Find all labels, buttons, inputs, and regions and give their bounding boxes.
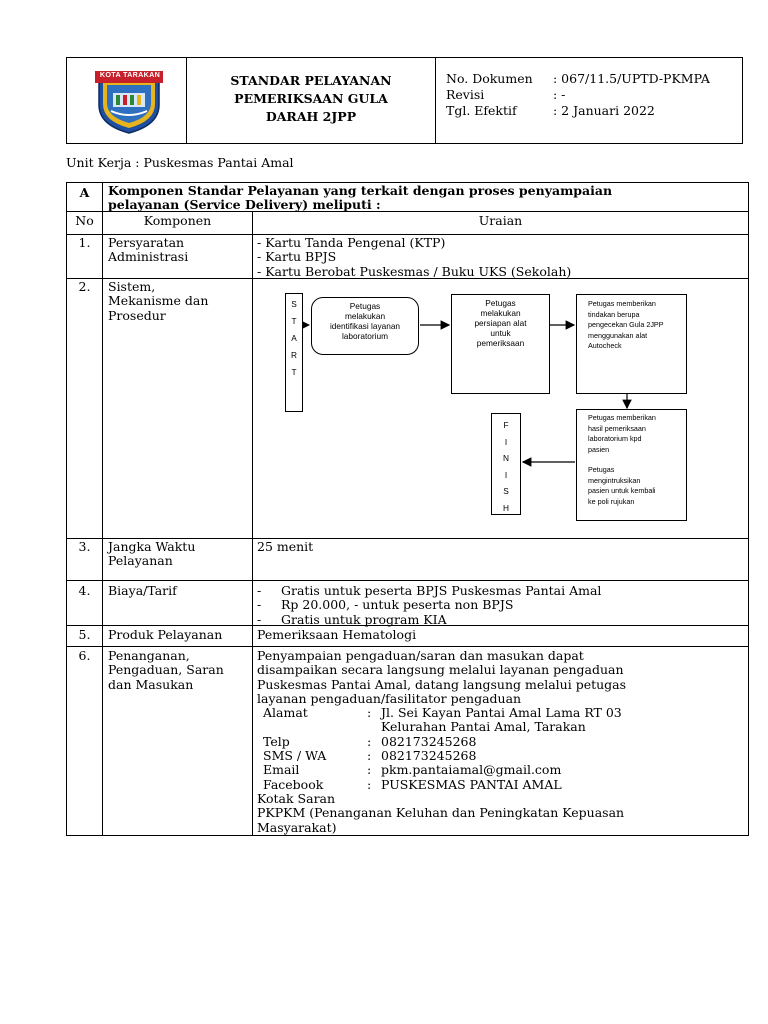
column-divider: [102, 183, 103, 835]
contact-row: [257, 706, 626, 720]
list-item: - Kartu BPJS: [257, 249, 337, 265]
effective-date-label: Tgl. Efektif: [446, 103, 517, 118]
paragraph-line: Masyarakat): [257, 819, 337, 835]
row-number: 1.: [78, 235, 91, 250]
step-line: untuk: [490, 328, 511, 338]
komponen-pengaduan: [108, 649, 224, 692]
step-line: pasien: [588, 444, 610, 454]
komponen-line: Penanganan,: [108, 648, 190, 663]
step-line: identifikasi layanan: [329, 321, 401, 331]
paragraph-line: PKPKM (Penanganan Keluhan dan Peningkatan Kepuasan: [257, 805, 625, 821]
komponen-line: Pengaduan, Saran: [108, 662, 224, 678]
komponen-line: dan Masukan: [108, 676, 194, 692]
contact-label: Facebook: [263, 776, 324, 792]
finish-letter: I: [504, 436, 508, 447]
contact-label: Alamat: [263, 705, 308, 721]
komponen-produk: Produk Pelayanan: [108, 627, 223, 642]
step-line: tindakan berupa: [588, 309, 640, 319]
revision-label: Revisi: [446, 87, 485, 102]
uraian-persyaratan: [257, 236, 571, 279]
doc-number-value: : 067/11.5/UPTD-PKMPA: [553, 71, 710, 86]
step-line: ke poli rujukan: [588, 496, 635, 506]
step-line: pemeriksaan: [476, 338, 525, 348]
step-line: laboratorium: [341, 331, 389, 341]
document-title: [187, 72, 435, 126]
title-line: PEMERIKSAAN GULA: [234, 91, 388, 106]
contact-label: Telp: [263, 733, 290, 749]
uraian-pengaduan: [257, 649, 626, 835]
step-line: Petugas: [349, 301, 381, 311]
komponen-line: Jangka Waktu: [108, 539, 196, 554]
revision-value: : -: [553, 87, 566, 102]
step-line: mengintruksikan: [588, 475, 641, 485]
finish-letter: F: [503, 420, 509, 430]
step-line: Autocheck: [588, 341, 622, 350]
list-item: - Gratis untuk peserta BPJS Puskesmas Pantai Amal: [257, 583, 602, 598]
uraian-jangka-waktu: 25 menit: [257, 539, 314, 554]
list-item-text: Gratis untuk program KIA: [281, 611, 447, 627]
list-item: - Kartu Tanda Pengenal (KTP): [257, 235, 446, 250]
section-title-line: pelayanan (Service Delivery) meliputi :: [108, 197, 381, 213]
contact-row: [257, 735, 626, 749]
start-letter: R: [291, 350, 297, 360]
uraian-biaya: [257, 584, 601, 627]
list-item: - Gratis untuk program KIA: [257, 611, 447, 627]
start-letter: S: [291, 299, 297, 309]
paragraph-line: layanan pengaduan/fasilitator pengaduan: [257, 690, 522, 706]
start-letter: T: [291, 316, 297, 326]
step-line: pasien untuk kembali: [588, 486, 656, 495]
col-header-komponen: Komponen: [143, 213, 212, 228]
list-item: - Kartu Berobat Puskesmas / Buku UKS (Sekolah): [257, 263, 572, 279]
document-header: [66, 57, 743, 144]
start-letter: A: [291, 333, 297, 343]
finish-letter: H: [503, 502, 509, 513]
contact-email: pkm.pantaiamal@gmail.com: [381, 762, 562, 778]
finish-letter: N: [503, 453, 509, 463]
section-title: [108, 184, 612, 213]
contact-row: [257, 778, 626, 792]
komponen-biaya: Biaya/Tarif: [108, 583, 177, 598]
row-number: 2.: [78, 279, 91, 294]
contact-colon: :: [367, 748, 372, 764]
contact-row: [257, 749, 626, 763]
contact-sms: 082173245268: [381, 748, 477, 764]
step-line: Petugas: [588, 465, 615, 474]
step-line: Petugas memberikan: [588, 299, 656, 308]
col-header-no: No: [75, 213, 94, 228]
step-line: Petugas memberikan: [588, 413, 656, 422]
paragraph-line: disampaikan secara langsung melalui layanan pengaduan: [257, 662, 624, 678]
step-line: Petugas: [485, 298, 516, 308]
list-item-text: Rp 20.000, - untuk peserta non BPJS: [281, 597, 514, 613]
contact-phone: 082173245268: [381, 733, 477, 749]
komponen-sistem: [108, 280, 208, 323]
start-letter: T: [291, 367, 297, 377]
komponen-line: Persyaratan: [108, 235, 185, 250]
title-line: DARAH 2JPP: [265, 109, 357, 124]
column-divider: [252, 211, 253, 835]
list-item: - Rp 20.000, - untuk peserta non BPJS: [257, 597, 514, 613]
contact-row: [257, 720, 626, 734]
contact-row: [257, 763, 626, 777]
step-line: menggunakan alat: [588, 330, 648, 340]
finish-letter: I: [504, 469, 508, 480]
row-number: 5.: [78, 627, 91, 642]
doc-number-label: No. Dokumen: [446, 71, 533, 86]
paragraph-line: Kotak Saran: [257, 790, 336, 806]
row-divider: [67, 580, 748, 581]
komponen-line: Prosedur: [108, 307, 166, 323]
step-line: pengecekan Gula 2JPP: [588, 320, 664, 329]
step-line: persiapan alat: [474, 318, 527, 328]
paragraph-line: Puskesmas Pantai Amal, datang langsung melalui petugas: [257, 676, 627, 692]
row-number: 4.: [78, 583, 91, 598]
header-divider: [435, 58, 436, 143]
row-number: 3.: [78, 539, 91, 554]
row-divider: [67, 646, 748, 647]
contact-address: Kelurahan Pantai Amal, Tarakan: [381, 719, 586, 735]
finish-letter: S: [503, 486, 509, 496]
contact-address: Jl. Sei Kayan Pantai Amal Lama RT 03: [381, 705, 622, 721]
uraian-produk: Pemeriksaan Hematologi: [257, 627, 417, 642]
komponen-line: Sistem,: [108, 279, 156, 294]
step-line: laboratorium kpd: [588, 434, 642, 443]
section-letter: A: [79, 185, 90, 200]
section-title-line: Komponen Standar Pelayanan yang terkait dengan proses penyampaian: [108, 183, 613, 198]
col-header-uraian: Uraian: [478, 213, 523, 228]
step-line: melakukan: [480, 308, 521, 318]
komponen-line: Administrasi: [108, 249, 189, 265]
logo-text: KOTA TARAKAN: [99, 70, 161, 79]
contact-label: SMS / WA: [263, 748, 327, 764]
contact-colon: :: [367, 733, 372, 749]
list-item-text: Gratis untuk peserta BPJS Puskesmas Pantai Amal: [281, 583, 602, 598]
step-line: melakukan: [344, 311, 386, 321]
contact-colon: :: [367, 762, 372, 778]
effective-date-value: : 2 Januari 2022: [553, 103, 655, 118]
paragraph-line: Penyampaian pengaduan/saran dan masukan dapat: [257, 648, 584, 663]
komponen-persyaratan: [108, 236, 188, 265]
komponen-line: Pelayanan: [108, 553, 173, 569]
komponen-line: Mekanisme dan: [108, 293, 209, 309]
komponen-jangka-waktu: [108, 540, 195, 569]
contact-facebook: PUSKESMAS PANTAI AMAL: [381, 776, 562, 792]
service-standard-table: [66, 182, 749, 836]
contact-colon: :: [367, 705, 372, 721]
step-line: hasil pemeriksaan: [588, 423, 646, 433]
title-line: STANDAR PELAYANAN: [230, 73, 392, 88]
contact-label: Email: [263, 762, 300, 778]
unit-kerja: Unit Kerja : Puskesmas Pantai Amal: [66, 155, 294, 170]
contact-colon: :: [367, 776, 372, 792]
row-number: 6.: [78, 648, 91, 663]
